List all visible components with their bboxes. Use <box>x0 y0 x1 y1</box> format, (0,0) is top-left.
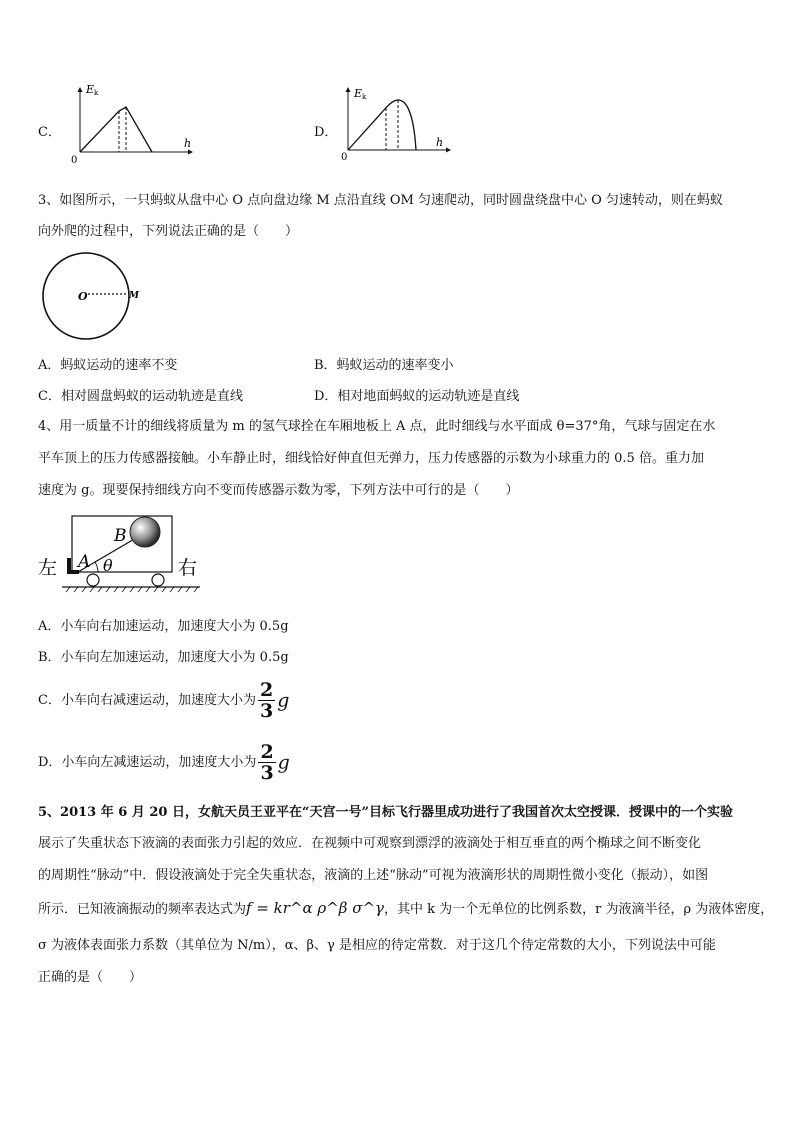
graph-c-ysub: k <box>94 89 99 97</box>
q4-option-c-text: C．小车向右减速运动，加速度大小为 <box>38 693 256 708</box>
q4-label-left: 左 <box>38 557 58 579</box>
q3-disk-figure <box>38 250 150 346</box>
q4-stem-line-2: 平车顶上的压力传感器接触。小车静止时，细线恰好伸直但无弹力，压力传感器的示数为小球重力的 0.5 倍。重力加 <box>38 451 704 466</box>
q3-option-b: B．蚂蚁运动的速率变小 <box>314 358 454 373</box>
graph-d-origin: 0 <box>341 152 348 163</box>
q4-option-c <box>38 680 289 721</box>
graph-d-curve <box>348 100 416 150</box>
q4-stem-line-3: 速度为 g。现要保持细线方向不变而传感器示数为零，下列方法中可行的是（ ） <box>38 483 519 498</box>
q4-label-a: A <box>78 552 91 572</box>
graph-c-ek-h <box>66 80 196 168</box>
graph-d-ysub: k <box>362 93 367 101</box>
option-d-label: D． <box>314 125 338 140</box>
q3-stem-line-1: 3、如图所示，一只蚂蚁从盘中心 O 点向盘边缘 M 点沿直线 OM 匀速爬动，同时圆盘绕盘中心 O 匀速转动，则在蚂蚁 <box>38 193 723 208</box>
q5-stem-line-4 <box>38 898 773 917</box>
q4-label-theta: θ <box>103 556 113 575</box>
q4-wheel-left <box>87 574 99 586</box>
q4-option-c-g: g <box>277 689 290 712</box>
q5-stem-line-6: 正确的是（ ） <box>38 970 143 985</box>
q5-line-4-suffix: ，其中 k 为一个无单位的比例系数，r 为液滴半径，ρ 为液体密度， <box>384 902 774 917</box>
q3-stem-line-2: 向外爬的过程中，下列说法正确的是（ ） <box>38 224 299 239</box>
q4-wheel-right <box>152 574 164 586</box>
q4-label-b: B <box>114 526 127 546</box>
q4-option-d-text: D．小车向左减速运动，加速度大小为 <box>38 755 257 770</box>
q5-stem-line-5: σ 为液体表面张力系数（其单位为 N/m），α、β、γ 是相应的待定常数．对于这几个待定常数的大小，下列说法中可能 <box>38 938 716 953</box>
q4-option-b: B．小车向左加速运动，加速度大小为 0.5g <box>38 650 289 665</box>
q4-option-d-fraction: $\frac{2}{3}$ <box>260 741 274 784</box>
q5-stem-line-3: 的周期性“脉动”中．假设液滴处于完全失重状态，液滴的上述“脉动”可视为液滴形状的周期性微小变化（振动），如图 <box>38 868 709 883</box>
q5-frequency-formula: f = kr^α ρ^β σ^γ <box>246 899 384 917</box>
q3-option-a: A．蚂蚁运动的速率不变 <box>38 358 178 373</box>
q4-option-a: A．小车向右加速运动，加速度大小为 0.5g <box>38 619 289 634</box>
graph-d-xlabel: h <box>436 136 444 149</box>
q4-ground-hatch <box>66 587 198 592</box>
option-c-label: C． <box>38 125 61 140</box>
graph-c-origin: 0 <box>71 155 78 166</box>
q4-option-d-g: g <box>277 751 290 774</box>
q3-option-c: C．相对圆盘蚂蚁的运动轨迹是直线 <box>38 389 243 404</box>
q4-cart-figure <box>38 510 208 594</box>
graph-d-ylabel: E <box>354 87 363 100</box>
q4-stem-line-1: 4、用一质量不计的细线将质量为 m 的氢气球拴在车厢地板上 A 点，此时细线与水平面成 θ=37°角，气球与固定在水 <box>38 419 716 434</box>
q3-point-m: M <box>129 291 139 301</box>
q4-angle-arc <box>95 562 98 572</box>
q4-option-d <box>38 742 290 783</box>
q5-stem-line-2: 展示了失重状态下液滴的表面张力引起的效应．在视频中可观察到漂浮的液滴处于相互垂直的两个椭球之间不断变化 <box>38 836 702 851</box>
graph-c-curve <box>80 107 152 152</box>
graph-c-xlabel: h <box>184 137 192 150</box>
graph-d-ek-h <box>336 80 456 168</box>
q4-option-c-fraction: $\frac{2}{3}$ <box>259 679 274 722</box>
q4-label-right: 右 <box>178 557 198 579</box>
q3-option-d: D．相对地面蚂蚁的运动轨迹是直线 <box>314 389 520 404</box>
graph-c-ylabel: E <box>86 83 95 96</box>
q5-line-4-prefix: 所示．已知液滴振动的频率表达式为 <box>38 902 247 917</box>
q4-balloon <box>130 517 160 547</box>
q3-point-o: O <box>78 290 88 303</box>
q5-stem-line-1: 5、2013 年 6 月 20 日，女航天员王亚平在“天宫一号”目标飞行器里成功进行了我国首次太空授课．授课中的一个实验 <box>38 805 733 820</box>
